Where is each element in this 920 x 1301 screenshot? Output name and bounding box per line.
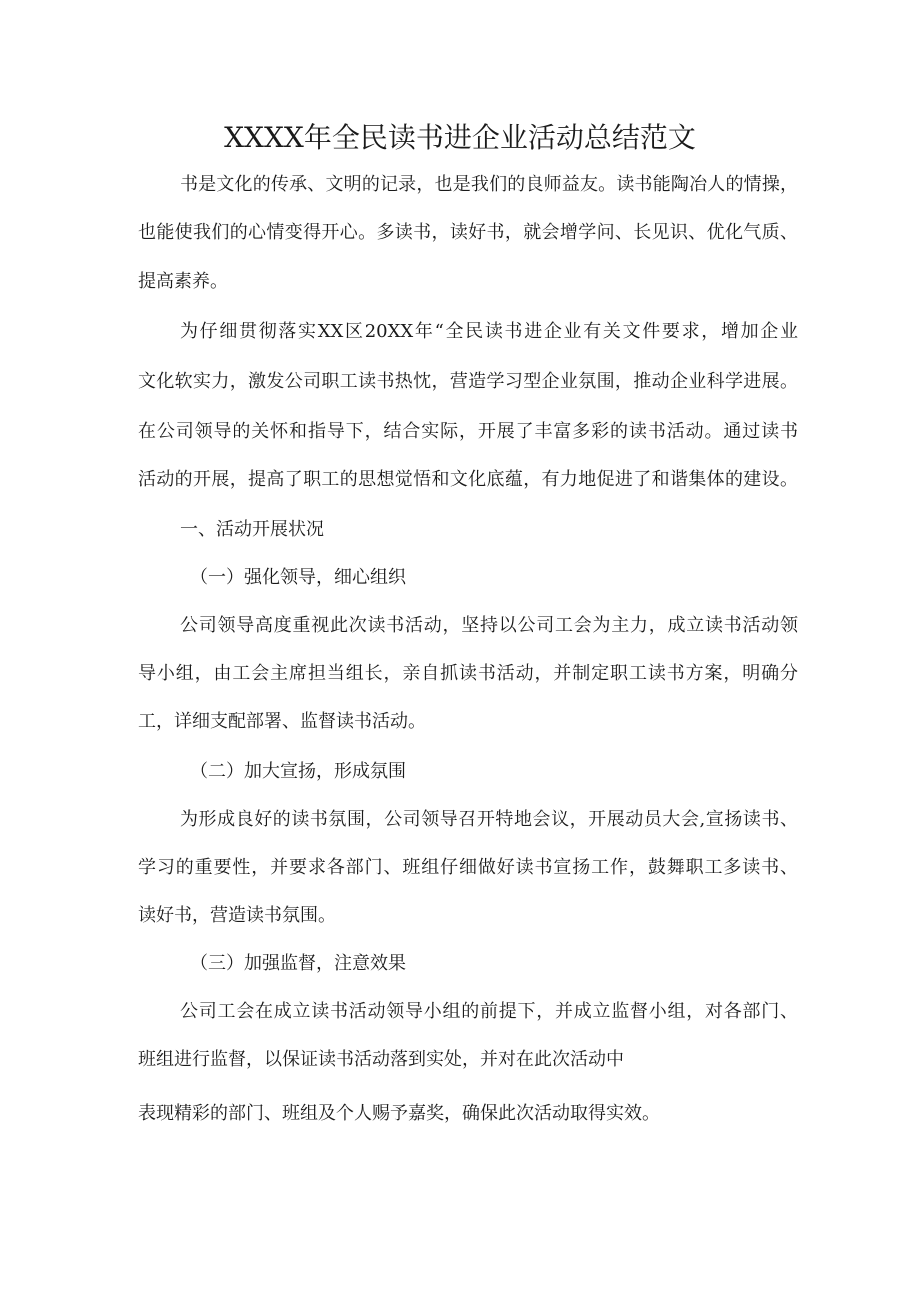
section-heading: 一、活动开展状况 xyxy=(180,519,324,540)
paragraph-line: 工，详细支配部署、监督读书活动。 xyxy=(138,711,426,732)
paragraph-line: 文化软实力，激发公司职工读书热忱，营造学习型企业氛围，推动企业科学进展。 xyxy=(138,371,798,392)
paragraph-line: 读好书，营造读书氛围。 xyxy=(138,905,336,926)
paragraph-line: 为仔细贯彻落实XX区20XX年“全民读书进企业有关文件要求，增加企业 xyxy=(180,321,798,342)
paragraph-line: 为形成良好的读书氛围，公司领导召开特地会议，开展动员大会,宣扬读书、 xyxy=(180,809,798,830)
paragraph-line: 班组进行监督，以保证读书活动落到实处，并对在此次活动中 xyxy=(138,1049,624,1070)
paragraph-line: 在公司领导的关怀和指导下，结合实际，开展了丰富多彩的读书活动。通过读书 xyxy=(138,421,798,442)
paragraph-line: 书是文化的传承、文明的记录，也是我们的良师益友。读书能陶冶人的情操， xyxy=(180,174,798,195)
subsection-heading: （二）加大宣扬，形成氛围 xyxy=(190,761,406,782)
paragraph-line: 导小组，由工会主席担当组长，亲自抓读书活动，并制定职工读书方案，明确分 xyxy=(138,663,798,684)
paragraph-line: 公司工会在成立读书活动领导小组的前提下，并成立监督小组，对各部门、 xyxy=(180,1001,798,1022)
paragraph-line: 公司领导高度重视此次读书活动，坚持以公司工会为主力，成立读书活动领 xyxy=(180,615,798,636)
paragraph-line: 表现精彩的部门、班组及个人赐予嘉奖，确保此次活动取得实效。 xyxy=(138,1103,660,1124)
paragraph-line: 也能使我们的心情变得开心。多读书，读好书，就会增学问、长见识、优化气质、 xyxy=(138,222,798,243)
document-title: XXXX年全民读书进企业活动总结范文 xyxy=(224,121,696,154)
paragraph-line: 学习的重要性，并要求各部门、班组仔细做好读书宣扬工作，鼓舞职工多读书、 xyxy=(138,857,798,878)
subsection-heading: （三）加强监督，注意效果 xyxy=(190,953,406,974)
subsection-heading: （一）强化领导，细心组织 xyxy=(190,567,406,588)
paragraph-line: 活动的开展，提高了职工的思想觉悟和文化底蕴，有力地促进了和谐集体的建设。 xyxy=(138,469,798,490)
paragraph-line: 提高素养。 xyxy=(138,271,228,292)
